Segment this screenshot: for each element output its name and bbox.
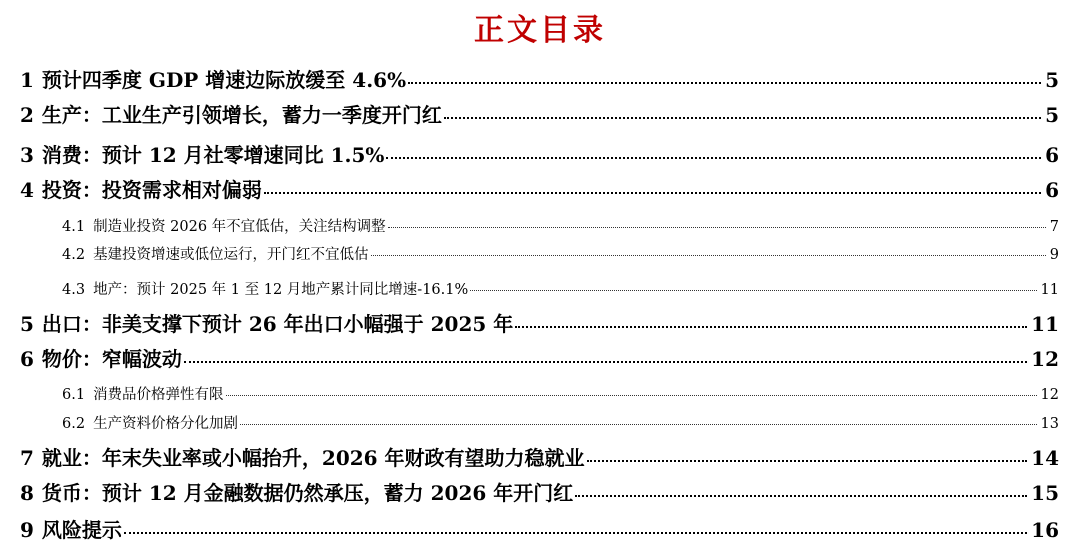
- dot-leader: [124, 532, 1027, 534]
- toc-entry-page: 11: [1040, 282, 1059, 298]
- toc-entry-2[interactable]: [20, 99, 1059, 128]
- toc-entry-title: 生产：工业生产引领增长，蓄力一季度开门红: [41, 103, 442, 127]
- dot-leader: [575, 495, 1027, 497]
- toc-entry-page: 6: [1045, 178, 1059, 202]
- dot-leader: [408, 82, 1041, 84]
- toc-entry-number: 2: [20, 103, 34, 127]
- toc-entry-4-3[interactable]: [62, 278, 1059, 299]
- toc-entry-5[interactable]: [20, 308, 1059, 337]
- toc-entry-page: 5: [1045, 68, 1059, 92]
- toc-entry-page: 9: [1049, 247, 1059, 263]
- toc-entry-page: 14: [1031, 446, 1059, 470]
- toc-entry-number: 9: [20, 518, 34, 542]
- dot-leader: [470, 290, 1036, 291]
- dot-leader: [226, 395, 1037, 396]
- toc-entry-page: 16: [1031, 518, 1059, 542]
- toc-entry-title: 消费品价格弹性有限: [93, 387, 224, 403]
- dot-leader: [388, 227, 1046, 228]
- dot-leader: [240, 424, 1036, 425]
- toc-entry-number: 6.1: [62, 387, 86, 403]
- toc-entry-title: 预计四季度 GDP 增速边际放缓至 4.6%: [41, 68, 407, 92]
- toc-entry-title: 制造业投资 2026 年不宜低估，关注结构调整: [93, 219, 386, 235]
- toc-entry-number: 1: [20, 68, 34, 92]
- toc-entry-4[interactable]: [20, 174, 1059, 203]
- dot-leader: [386, 157, 1041, 159]
- toc-entry-title: 就业：年末失业率或小幅抬升，2026 年财政有望助力稳就业: [41, 446, 585, 470]
- toc-entry-number: 8: [20, 481, 34, 505]
- toc-entry-page: 12: [1031, 347, 1059, 371]
- toc-entry-8[interactable]: [20, 477, 1059, 506]
- toc-entry-page: 11: [1031, 312, 1059, 336]
- toc-entry-title: 物价：窄幅波动: [41, 347, 182, 371]
- toc-entry-9[interactable]: [20, 514, 1059, 543]
- dot-leader: [587, 460, 1028, 462]
- toc-entry-number: 6: [20, 347, 34, 371]
- toc-entry-number: 4.3: [62, 282, 86, 298]
- toc-entry-page: 5: [1045, 103, 1059, 127]
- toc-entry-title: 消费：预计 12 月社零增速同比 1.5%: [41, 143, 385, 167]
- toc-entry-number: 7: [20, 446, 34, 470]
- toc-entry-number: 6.2: [62, 416, 86, 432]
- toc-entry-page: 12: [1040, 387, 1059, 403]
- toc-entry-7[interactable]: [20, 442, 1059, 471]
- toc-entry-6[interactable]: [20, 343, 1059, 372]
- toc-entry-1[interactable]: [20, 64, 1059, 93]
- toc-entry-number: 4: [20, 178, 34, 202]
- toc-entry-number: 4.1: [62, 219, 86, 235]
- toc-entry-page: 15: [1031, 481, 1059, 505]
- toc-title: 正文目录: [474, 13, 606, 48]
- toc-entry-6-2[interactable]: [62, 412, 1059, 433]
- toc-entry-number: 5: [20, 312, 34, 336]
- toc-entry-title: 货币：预计 12 月金融数据仍然承压，蓄力 2026 年开门红: [41, 481, 574, 505]
- toc-entry-page: 7: [1049, 219, 1059, 235]
- dot-leader: [444, 117, 1041, 119]
- toc-entry-page: 6: [1045, 143, 1059, 167]
- toc-entry-title: 风险提示: [41, 518, 122, 542]
- toc-entry-title: 地产：预计 2025 年 1 至 12 月地产累计同比增速-16.1%: [93, 282, 469, 298]
- dot-leader: [515, 326, 1027, 328]
- dot-leader: [184, 361, 1027, 363]
- dot-leader: [371, 255, 1046, 256]
- toc-entry-title: 生产资料价格分化加剧: [93, 416, 239, 432]
- toc-entry-3[interactable]: [20, 139, 1059, 168]
- dot-leader: [264, 192, 1041, 194]
- toc-entry-4-2[interactable]: [62, 243, 1059, 264]
- toc-entry-4-1[interactable]: [62, 215, 1059, 236]
- toc-entry-title: 投资：投资需求相对偏弱: [41, 178, 262, 202]
- toc-entry-6-1[interactable]: [62, 383, 1059, 404]
- toc-entry-title: 基建投资增速或低位运行，开门红不宜低估: [93, 247, 369, 263]
- toc-entry-page: 13: [1040, 416, 1059, 432]
- toc-entry-title: 出口：非美支撑下预计 26 年出口小幅强于 2025 年: [41, 312, 514, 336]
- toc-entry-number: 3: [20, 143, 34, 167]
- toc-entry-number: 4.2: [62, 247, 86, 263]
